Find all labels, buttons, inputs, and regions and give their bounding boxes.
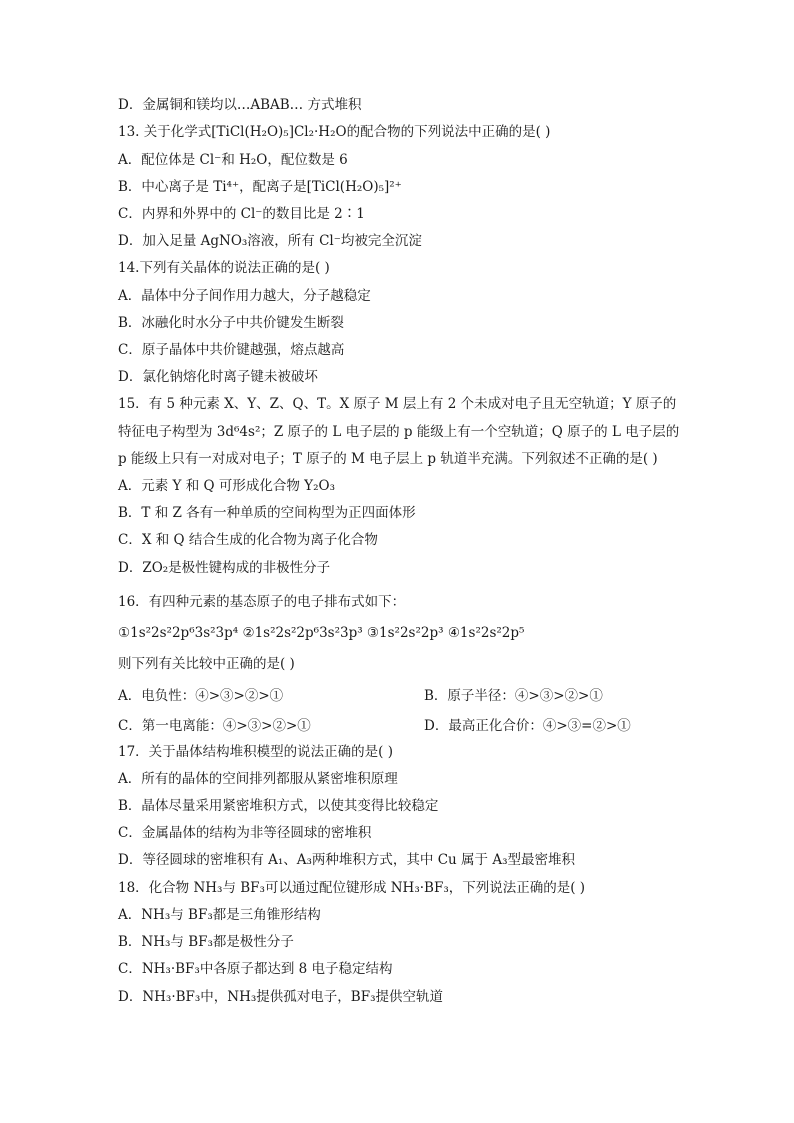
- question-16-option-b: B．原子半径：④>③>②>①: [424, 688, 603, 704]
- question-16-stem: 16．有四种元素的基态原子的电子排布式如下：: [118, 594, 406, 610]
- question-15-option-c: C．X 和 Q 结合生成的化合物为离子化合物: [118, 532, 378, 548]
- question-18-stem: 18．化合物 NH₃与 BF₃可以通过配位键形成 NH₃·BF₃，下列说法正确的是( ): [118, 880, 586, 896]
- question-13-option-c: C．内界和外界中的 Cl⁻的数目比是 2∶1: [118, 206, 365, 222]
- question-15-stem-line-2: 特征电子构型为 3d⁶4s²；Z 原子的 L 电子层的 p 能级上有一个空轨道；Q 原子的 L 电子层的: [118, 424, 680, 440]
- question-16-option-c: C．第一电离能：④>③>②>①: [118, 718, 311, 734]
- prev-question-option-d: D．金属铜和镁均以…ABAB… 方式堆积: [118, 97, 362, 113]
- question-15-option-b: B．T 和 Z 各有一种单质的空间构型为正四面体形: [118, 505, 416, 521]
- question-13-option-d: D．加入足量 AgNO₃溶液，所有 Cl⁻均被完全沉淀: [118, 233, 422, 249]
- question-16-sub-stem: 则下列有关比较中正确的是( ): [118, 656, 295, 672]
- question-16-option-a: A．电负性：④>③>②>①: [118, 688, 284, 704]
- question-14-option-a: A．晶体中分子间作用力越大，分子越稳定: [118, 288, 371, 304]
- question-13-option-b: B．中心离子是 Ti⁴⁺，配离子是[TiCl(H₂O)₅]²⁺: [118, 179, 402, 195]
- question-18-option-b: B．NH₃与 BF₃都是极性分子: [118, 934, 294, 950]
- question-14-option-d: D．氯化钠熔化时离子键未被破坏: [118, 369, 318, 385]
- question-15-stem-line-1: 15．有 5 种元素 X、Y、Z、Q、T。X 原子 M 层上有 2 个未成对电子且无空轨道；Y 原子的: [118, 396, 677, 412]
- question-17-option-a: A．所有的晶体的空间排列都服从紧密堆积原理: [118, 771, 398, 787]
- question-16-option-d: D．最高正化合价：④>③=②>①: [424, 718, 631, 734]
- question-18-option-c: C．NH₃·BF₃中各原子都达到 8 电子稳定结构: [118, 961, 393, 977]
- question-17-option-b: B．晶体尽量采用紧密堆积方式，以使其变得比较稳定: [118, 798, 439, 814]
- question-15-option-a: A．元素 Y 和 Q 可形成化合物 Y₂O₃: [118, 478, 335, 494]
- question-17-stem: 17．关于晶体结构堆积模型的说法正确的是( ): [118, 744, 394, 760]
- question-13-option-a: A．配位体是 Cl⁻和 H₂O，配位数是 6: [118, 152, 348, 168]
- question-17-option-d: D．等径圆球的密堆积有 A₁、A₃两种堆积方式，其中 Cu 属于 A₃型最密堆积: [118, 852, 575, 868]
- question-14-option-c: C．原子晶体中共价键越强，熔点越高: [118, 342, 345, 358]
- question-15-stem-line-3: p 能级上只有一对成对电子；T 原子的 M 电子层上 p 轨道半充满。下列叙述不正确的是( ): [118, 451, 658, 467]
- question-14-stem: 14.下列有关晶体的说法正确的是( ): [118, 260, 330, 276]
- question-17-option-c: C．金属晶体的结构为非等径圆球的密堆积: [118, 825, 372, 841]
- question-18-option-d: D．NH₃·BF₃中，NH₃提供孤对电子，BF₃提供空轨道: [118, 989, 444, 1005]
- question-18-option-a: A．NH₃与 BF₃都是三角锥形结构: [118, 907, 321, 923]
- question-16-configurations: ①1s²2s²2p⁶3s²3p⁴ ②1s²2s²2p⁶3s²3p³ ③1s²2s²2p³ ④1s²2s²2p⁵: [118, 625, 525, 641]
- question-14-option-b: B．冰融化时水分子中共价键发生断裂: [118, 315, 344, 331]
- question-15-option-d: D．ZO₂是极性键构成的非极性分子: [118, 560, 331, 576]
- question-13-stem: 13. 关于化学式[TiCl(H₂O)₅]Cl₂·H₂O的配合物的下列说法中正确的是( ): [118, 124, 551, 140]
